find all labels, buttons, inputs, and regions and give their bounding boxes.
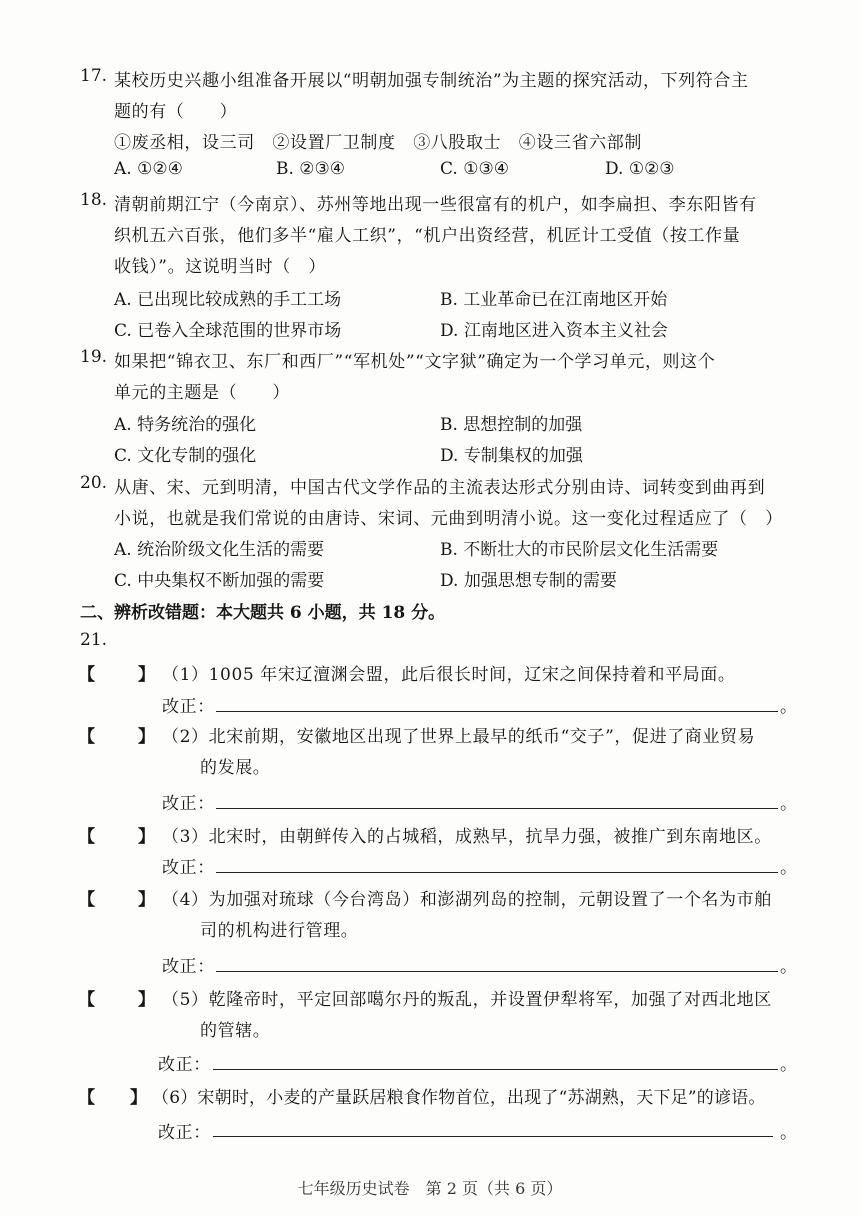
answer-blank[interactable] (213, 1069, 778, 1070)
period: 。 (780, 1123, 797, 1143)
fix-label: 改正： (162, 957, 215, 977)
judgment-bracket-open: 【 (78, 665, 95, 685)
statement-line: 的管辖。 (200, 1021, 271, 1041)
option-a: A. ①②④ (114, 159, 183, 179)
question-items: ①废丞相，设三司 ②设置厂卫制度 ③八股取士 ④设三省六部制 (114, 133, 642, 153)
statement-line: （2）北宋前期，安徽地区出现了世界上最早的纸币“交子”，促进了商业贸易 (162, 727, 756, 747)
statement-line: 的发展。 (200, 758, 271, 778)
question-stem-line: 小说，也就是我们常说的由唐诗、宋词、元曲到明清小说。这一变化过程适应了（ ） (114, 509, 783, 529)
question-number: 18. (80, 190, 108, 210)
judgment-bracket-close: 】 (138, 727, 155, 747)
question-number: 19. (80, 347, 108, 367)
answer-blank[interactable] (216, 711, 778, 712)
judgment-bracket-open: 【 (78, 727, 95, 747)
option-b: B. 思想控制的加强 (440, 415, 583, 435)
judgment-bracket-open: 【 (78, 827, 95, 847)
judgment-bracket-open: 【 (78, 1088, 95, 1108)
option-d: D. 加强思想专制的需要 (440, 571, 617, 591)
statement-line: （4）为加强对琉球（今台湾岛）和澎湖列岛的控制，元朝设置了一个名为市舶 (162, 890, 772, 910)
option-d: D. 江南地区进入资本主义社会 (440, 321, 668, 341)
answer-blank[interactable] (216, 872, 778, 873)
question-stem-line: 题的有（ ） (114, 102, 238, 122)
answer-blank[interactable] (216, 971, 778, 972)
judgment-bracket-close: 】 (138, 890, 155, 910)
statement-line: （6）宋朝时，小麦的产量跃居粮食作物首位，出现了“苏湖熟，天下足”的谚语。 (152, 1088, 766, 1108)
judgment-bracket-open: 【 (78, 890, 95, 910)
fix-label: 改正： (158, 1055, 211, 1075)
statement-line: （5）乾隆帝时，平定回部噶尔丹的叛乱，并设置伊犁将军，加强了对西北地区 (162, 990, 772, 1010)
option-c: C. 中央集权不断加强的需要 (114, 571, 325, 591)
option-a: A. 已出现比较成熟的手工工场 (114, 290, 342, 310)
statement-line: 司的机构进行管理。 (200, 921, 359, 941)
judgment-bracket-close: 】 (138, 990, 155, 1010)
period: 。 (780, 957, 797, 977)
section-heading: 二、辨析改错题：本大题共 6 小题，共 18 分。 (80, 603, 446, 623)
judgment-bracket-close: 】 (130, 1088, 147, 1108)
fix-label: 改正： (162, 858, 215, 878)
option-c: C. ①③④ (440, 159, 509, 179)
option-b: B. ②③④ (276, 159, 346, 179)
judgment-bracket-close: 】 (138, 827, 155, 847)
question-number: 20. (80, 473, 108, 493)
period: 。 (780, 697, 797, 717)
page-edge (0, 1200, 860, 1216)
period: 。 (780, 1055, 797, 1075)
fix-label: 改正： (162, 794, 215, 814)
option-d: D. ①②③ (605, 159, 675, 179)
question-number: 17. (80, 66, 108, 86)
option-a: A. 特务统治的强化 (114, 415, 257, 435)
question-number: 21. (80, 630, 108, 650)
statement-line: （1）1005 年宋辽澶渊会盟，此后很长时间，辽宋之间保持着和平局面。 (162, 665, 736, 685)
period: 。 (780, 858, 797, 878)
option-d: D. 专制集权的加强 (440, 446, 583, 466)
fix-label: 改正： (162, 697, 215, 717)
option-b: B. 工业革命已在江南地区开始 (440, 290, 668, 310)
judgment-bracket-open: 【 (78, 990, 95, 1010)
option-c: C. 文化专制的强化 (114, 446, 257, 466)
fix-label: 改正： (158, 1123, 211, 1143)
question-stem-line: 单元的主题是（ ） (114, 383, 290, 403)
option-b: B. 不断壮大的市民阶层文化生活需要 (440, 540, 719, 560)
question-stem-line: 清朝前期江宁（今南京）、苏州等地出现一些很富有的机户，如李扁担、李东阳皆有 (114, 195, 757, 215)
period: 。 (780, 794, 797, 814)
question-stem-line: 如果把“锦衣卫、东厂和西厂”“军机处”“文字狱”确定为一个学习单元，则这个 (114, 352, 716, 372)
question-stem-line: 从唐、宋、元到明清，中国古代文学作品的主流表达形式分别由诗、词转变到曲再到 (114, 478, 766, 498)
judgment-bracket-close: 】 (138, 665, 155, 685)
answer-blank[interactable] (216, 808, 778, 809)
page-footer: 七年级历史试卷 第 2 页（共 6 页） (297, 1179, 563, 1198)
question-stem-line: 织机五六百张，他们多半“雇人工织”，“机户出资经营，机匠计工受值（按工作量 (114, 226, 741, 246)
option-a: A. 统治阶级文化生活的需要 (114, 540, 325, 560)
answer-blank[interactable] (213, 1136, 773, 1137)
question-stem-line: 某校历史兴趣小组准备开展以“明朝加强专制统治”为主题的探究活动，下列符合主 (114, 71, 749, 91)
question-stem-line: 收钱）”。这说明当时（ ） (114, 257, 326, 277)
option-c: C. 已卷入全球范围的世界市场 (114, 321, 342, 341)
statement-line: （3）北宋时，由朝鲜传入的占城稻，成熟早，抗旱力强，被推广到东南地区。 (162, 827, 772, 847)
